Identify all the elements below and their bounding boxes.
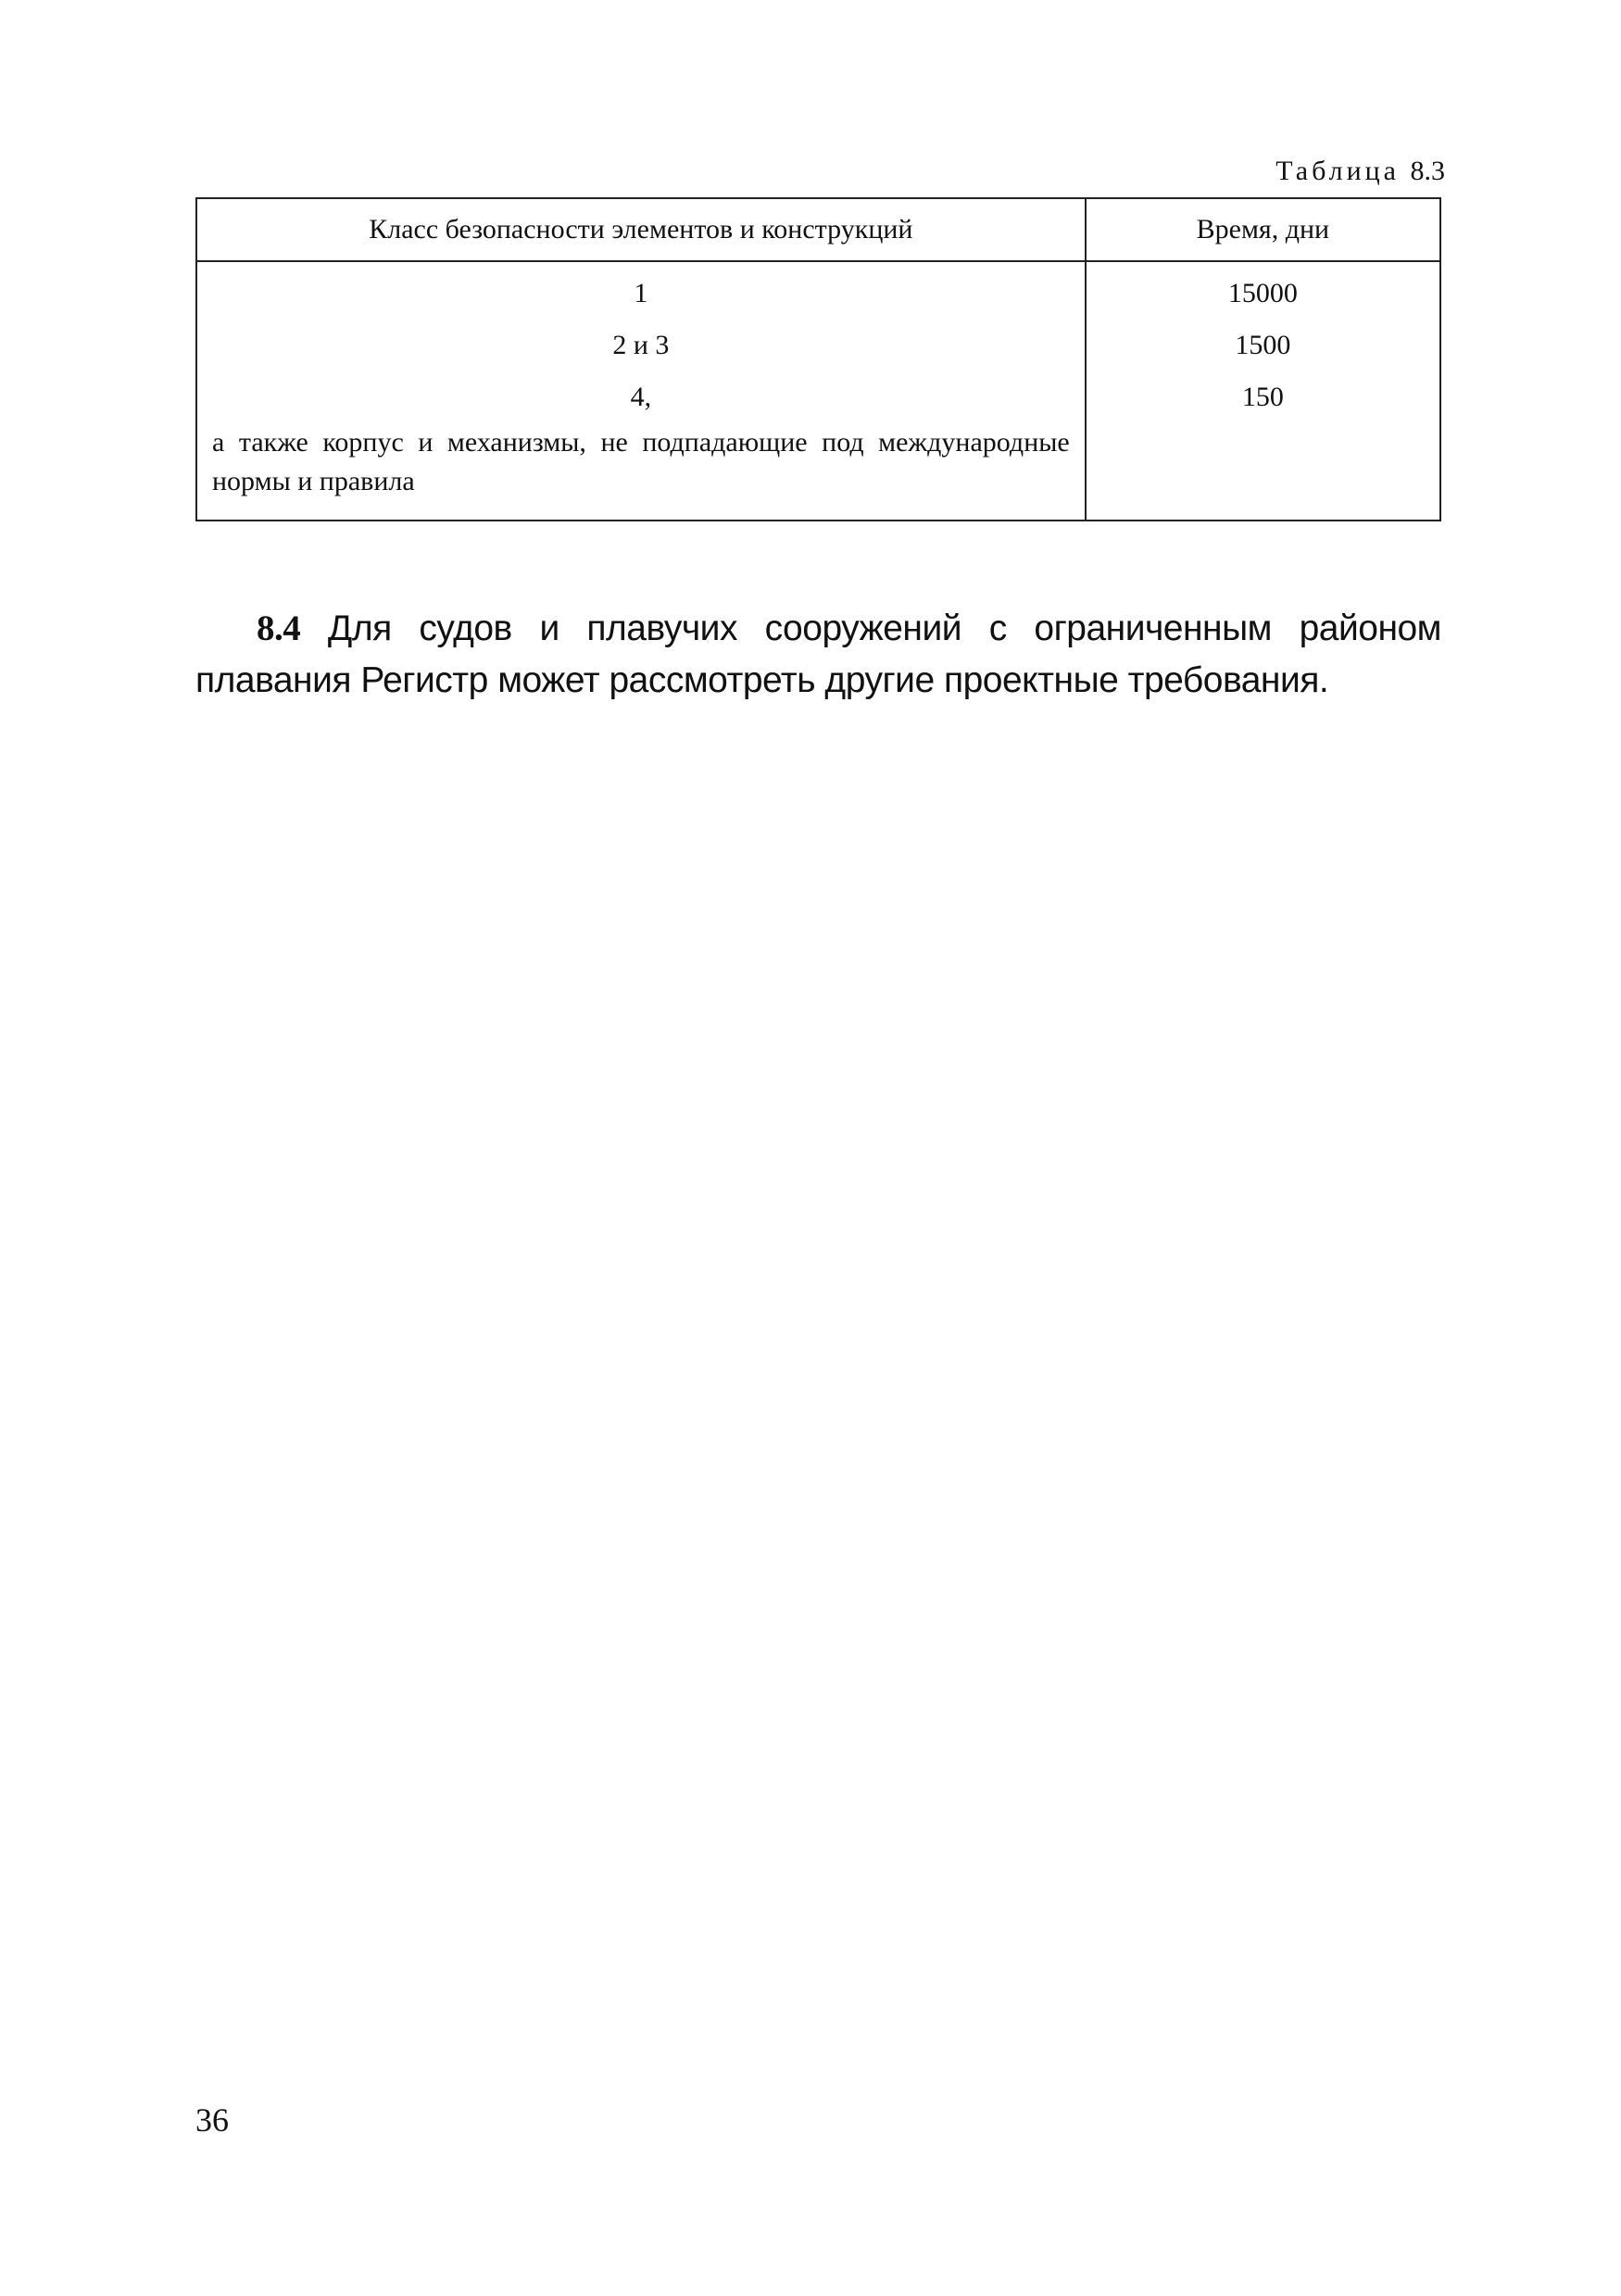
table-header-row [196, 198, 1440, 261]
table-caption-number: 8.3 [1410, 156, 1445, 186]
table-row [196, 261, 1440, 320]
cell-class-note: а также корпус и механизмы, не подпадающие под международные нормы и правила [196, 423, 1086, 521]
header-safety-class: Класс безопасности элементов и конструкций [196, 198, 1086, 261]
safety-class-table [195, 197, 1441, 521]
cell-time: 150 [1086, 371, 1440, 423]
cell-class: 1 [196, 261, 1086, 320]
table-row [196, 371, 1440, 423]
cell-time: 15000 [1086, 261, 1440, 320]
header-time-days: Время, дни [1086, 198, 1440, 261]
cell-class: 2 и 3 [196, 320, 1086, 371]
page-number: 36 [195, 2102, 229, 2139]
cell-time-empty [1086, 423, 1440, 521]
cell-time: 1500 [1086, 320, 1440, 371]
table-row [196, 320, 1440, 371]
table-row-note [196, 423, 1440, 521]
table-caption [1275, 156, 1445, 187]
paragraph-number: 8.4 [257, 609, 301, 648]
paragraph-text: Для судов и плавучих сооружений с ограниченным районом плавания Регистр может рассмотреть другие проектные требования. [195, 609, 1441, 700]
cell-class: 4, [196, 371, 1086, 423]
paragraph-8-4 [195, 603, 1441, 707]
table-caption-word: Таблица [1275, 156, 1400, 186]
